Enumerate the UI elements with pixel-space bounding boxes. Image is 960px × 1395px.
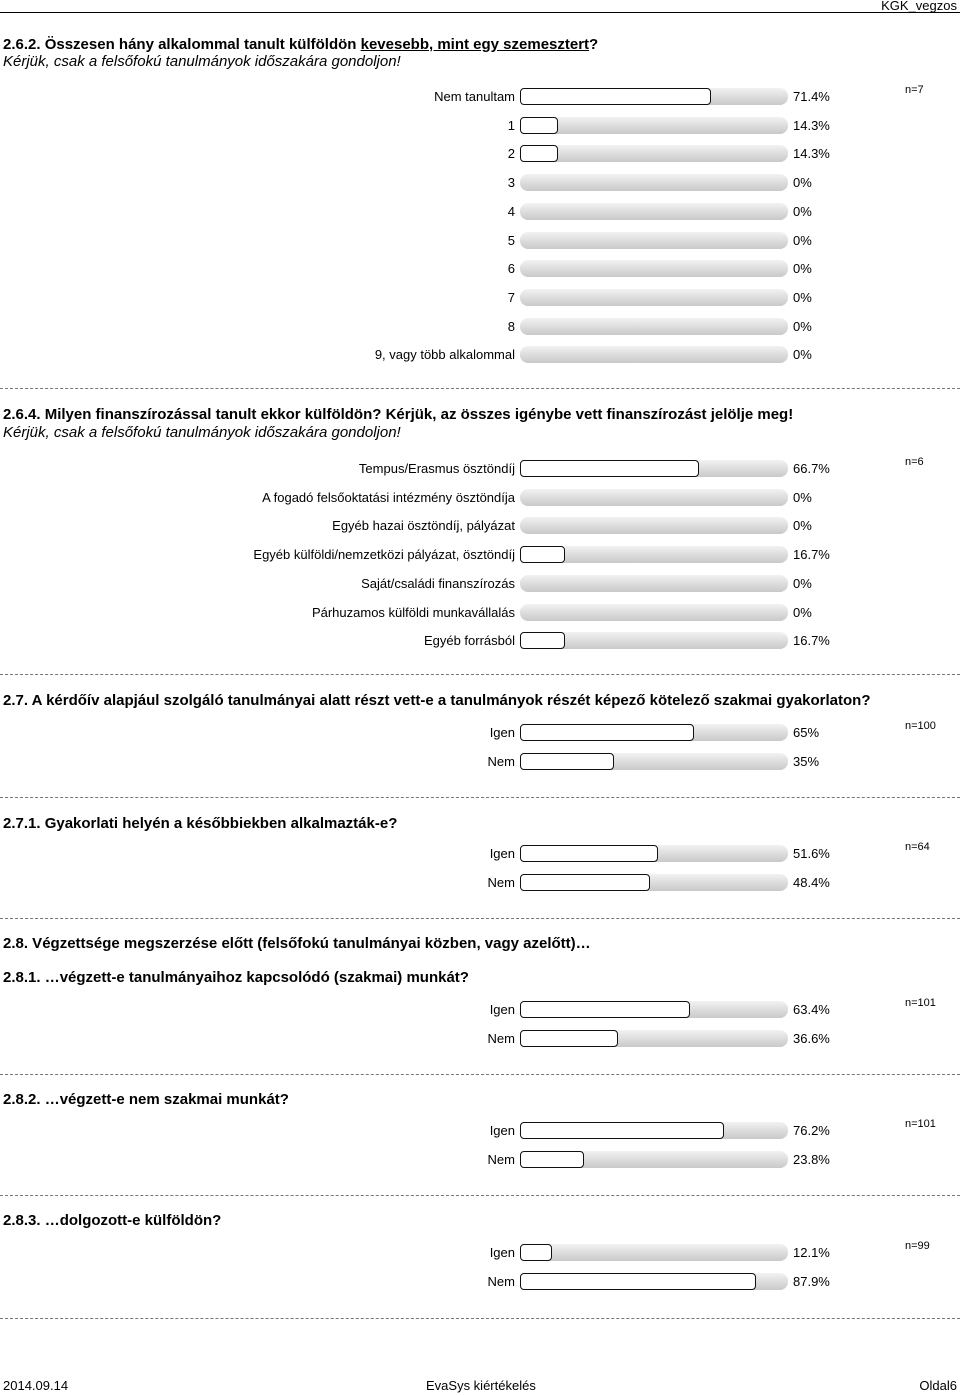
- percentage-bar-fill: [520, 1122, 724, 1139]
- answer-label: Tempus/Erasmus ösztöndíj: [358, 461, 515, 476]
- section-divider: [0, 1074, 960, 1075]
- answer-label: Egyéb forrásból: [423, 633, 515, 649]
- question-title-2-6-4: 2.6.4. Milyen finanszírozással tanult ekkor külföldön? Kérjük, az összes igénybe vett finanszírozást jelölje meg!: [3, 406, 794, 423]
- question-subtitle: Kérjük, csak a felsőfokú tanulmányok időszakára gondoljon!: [3, 53, 401, 70]
- answer-percentage: 48.4%: [793, 875, 830, 890]
- percentage-bar-fill: [520, 460, 699, 477]
- percentage-bar-track: [520, 145, 788, 162]
- question-title-2-6-2: 2.6.2. Összesen hány alkalommal tanult külföldön kevesebb, mint egy szemesztert?: [3, 36, 599, 53]
- sample-size: n=64: [905, 841, 930, 853]
- percentage-bar-track: [520, 203, 788, 220]
- answer-percentage: 16.7%: [793, 547, 830, 563]
- percentage-bar-track: [520, 318, 788, 335]
- answer-percentage: 87.9%: [793, 1274, 830, 1289]
- answer-label: Igen: [489, 846, 515, 861]
- question-subtitle: Kérjük, csak a felsőfokú tanulmányok időszakára gondoljon!: [3, 424, 401, 441]
- percentage-bar-fill: [520, 1244, 552, 1261]
- percentage-bar-track: [520, 346, 788, 363]
- percentage-bar-track: [520, 1151, 788, 1168]
- percentage-bar-track: [520, 1122, 788, 1139]
- answer-row: [0, 631, 960, 653]
- answer-row: [0, 231, 960, 253]
- section-divider: [0, 674, 960, 675]
- answer-percentage: 71.4%: [793, 89, 830, 104]
- section-divider: [0, 388, 960, 389]
- percentage-bar-fill: [520, 1151, 584, 1168]
- answer-label: Nem: [487, 1274, 515, 1289]
- percentage-bar-track: [520, 174, 788, 191]
- answer-label: Egyéb hazai ösztöndíj, pályázat: [332, 518, 515, 534]
- percentage-bar-track: [520, 88, 788, 105]
- answer-label: 2: [507, 146, 515, 162]
- percentage-bar-track: [520, 460, 788, 477]
- percentage-bar-track: [520, 546, 788, 563]
- answer-label: Párhuzamos külföldi munkavállalás: [311, 604, 515, 620]
- question-title-2-7-1: 2.7.1. Gyakorlati helyén a későbbiekben alkalmazták-e?: [3, 815, 398, 832]
- percentage-bar-fill: [520, 1030, 618, 1047]
- answer-label: Igen: [489, 1245, 515, 1260]
- percentage-bar-fill: [520, 88, 711, 105]
- section-divider: [0, 1195, 960, 1196]
- answer-row: [0, 1029, 960, 1051]
- percentage-bar-track: [520, 753, 788, 770]
- answer-percentage: 0%: [793, 232, 812, 248]
- percentage-bar-track: [520, 517, 788, 534]
- answer-percentage: 14.3%: [793, 117, 830, 133]
- answer-row: [0, 317, 960, 339]
- percentage-bar-fill: [520, 546, 565, 563]
- percentage-bar-track: [520, 260, 788, 277]
- answer-row: [0, 1000, 960, 1022]
- answer-percentage: 65%: [793, 725, 820, 740]
- question-title-2-8-3: 2.8.3. …dolgozott-e külföldön?: [3, 1212, 222, 1229]
- footer-date: 2014.09.14: [3, 1378, 69, 1393]
- percentage-bar-track: [520, 1244, 788, 1261]
- percentage-bar-track: [520, 1030, 788, 1047]
- answer-row: [0, 723, 960, 745]
- percentage-bar-track: [520, 724, 788, 741]
- answer-row: [0, 1150, 960, 1172]
- answer-label: Nem: [487, 1031, 515, 1046]
- answer-label: 1: [507, 117, 515, 133]
- sample-size: n=101: [905, 997, 936, 1009]
- question-title-2-8-1: 2.8.1. …végzett-e tanulmányaihoz kapcsolódó (szakmai) munkát?: [3, 969, 469, 986]
- answer-percentage: 23.8%: [793, 1152, 830, 1167]
- percentage-bar-fill: [520, 753, 614, 770]
- answer-row: [0, 116, 960, 138]
- footer-page-number: Oldal6: [919, 1378, 957, 1393]
- percentage-bar-fill: [520, 724, 694, 741]
- sample-size: n=7: [905, 84, 924, 96]
- answer-label: A fogadó felsőoktatási intézmény ösztöndíja: [262, 489, 515, 505]
- percentage-bar-fill: [520, 874, 650, 891]
- answer-percentage: 0%: [793, 318, 812, 334]
- answer-label: Saját/családi finanszírozás: [361, 575, 515, 591]
- answer-row: [0, 459, 960, 481]
- percentage-bar-track: [520, 232, 788, 249]
- percentage-bar-track: [520, 289, 788, 306]
- answer-percentage: 0%: [793, 289, 812, 305]
- answer-row: [0, 1272, 960, 1294]
- percentage-bar-fill: [520, 1001, 690, 1018]
- answer-percentage: 76.2%: [793, 1123, 830, 1138]
- answer-row: [0, 574, 960, 596]
- answer-row: [0, 1243, 960, 1265]
- answer-percentage: 51.6%: [793, 846, 830, 861]
- answer-label: Igen: [489, 1123, 515, 1138]
- answer-label: 8: [507, 318, 515, 334]
- percentage-bar-track: [520, 632, 788, 649]
- answer-row: [0, 844, 960, 866]
- answer-row: [0, 603, 960, 625]
- answer-row: [0, 488, 960, 510]
- answer-row: [0, 144, 960, 166]
- answer-percentage: 36.6%: [793, 1031, 830, 1046]
- question-title-2-8-2: 2.8.2. …végzett-e nem szakmai munkát?: [3, 1091, 289, 1108]
- answer-percentage: 14.3%: [793, 146, 830, 162]
- answer-row: [0, 173, 960, 195]
- percentage-bar-track: [520, 874, 788, 891]
- answer-percentage: 0%: [793, 604, 812, 620]
- sample-size: n=6: [905, 456, 924, 468]
- percentage-bar-fill: [520, 145, 558, 162]
- percentage-bar-track: [520, 845, 788, 862]
- section-divider: [0, 918, 960, 919]
- answer-percentage: 12.1%: [793, 1245, 830, 1260]
- answer-percentage: 0%: [793, 518, 812, 534]
- answer-percentage: 0%: [793, 203, 812, 219]
- answer-row: [0, 752, 960, 774]
- percentage-bar-track: [520, 575, 788, 592]
- header-rule: [0, 12, 960, 13]
- answer-label: 4: [507, 203, 515, 219]
- question-title-2-7: 2.7. A kérdőív alapjául szolgáló tanulmányai alatt részt vett-e a tanulmányok részét képező kötelező szakmai gyakorlaton?: [3, 692, 871, 709]
- answer-row: [0, 345, 960, 367]
- answer-label: Igen: [489, 1002, 515, 1017]
- sample-size: n=101: [905, 1118, 936, 1130]
- section-divider: [0, 797, 960, 798]
- answer-label: Nem tanultam: [434, 89, 515, 104]
- answer-row: [0, 87, 960, 109]
- answer-label: 5: [507, 232, 515, 248]
- percentage-bar-track: [520, 1273, 788, 1290]
- answer-percentage: 0%: [793, 575, 812, 591]
- answer-label: Igen: [489, 725, 515, 740]
- percentage-bar-fill: [520, 632, 565, 649]
- answer-percentage: 66.7%: [793, 461, 830, 476]
- percentage-bar-fill: [520, 845, 658, 862]
- answer-percentage: 0%: [793, 261, 812, 277]
- answer-percentage: 16.7%: [793, 633, 830, 649]
- answer-percentage: 0%: [793, 489, 812, 505]
- percentage-bar-fill: [520, 117, 558, 134]
- answer-label: Nem: [487, 754, 515, 769]
- percentage-bar-track: [520, 1001, 788, 1018]
- answer-row: [0, 288, 960, 310]
- answer-label: 9, vagy több alkalommal: [374, 347, 515, 363]
- answer-label: 3: [507, 175, 515, 191]
- section-divider: [0, 1318, 960, 1319]
- answer-row: [0, 873, 960, 895]
- answer-row: [0, 1121, 960, 1143]
- sample-size: n=99: [905, 1240, 930, 1252]
- answer-row: [0, 545, 960, 567]
- answer-percentage: 0%: [793, 175, 812, 191]
- answer-row: [0, 202, 960, 224]
- answer-percentage: 0%: [793, 347, 812, 363]
- answer-label: Nem: [487, 1152, 515, 1167]
- question-title-2-8: 2.8. Végzettsége megszerzése előtt (felsőfokú tanulmányai közben, vagy azelőtt)…: [3, 935, 591, 952]
- footer-title: EvaSys kiértékelés: [426, 1378, 536, 1393]
- document-code: KGK_vegzos: [881, 0, 957, 13]
- answer-row: [0, 516, 960, 538]
- answer-label: Nem: [487, 875, 515, 890]
- answer-row: [0, 259, 960, 281]
- sample-size: n=100: [905, 720, 936, 732]
- answer-percentage: 35%: [793, 754, 820, 769]
- answer-label: 7: [507, 289, 515, 305]
- percentage-bar-track: [520, 117, 788, 134]
- answer-label: Egyéb külföldi/nemzetközi pályázat, ösztöndíj: [253, 547, 515, 563]
- answer-percentage: 63.4%: [793, 1002, 830, 1017]
- answer-label: 6: [507, 261, 515, 277]
- percentage-bar-fill: [520, 1273, 756, 1290]
- percentage-bar-track: [520, 604, 788, 621]
- percentage-bar-track: [520, 489, 788, 506]
